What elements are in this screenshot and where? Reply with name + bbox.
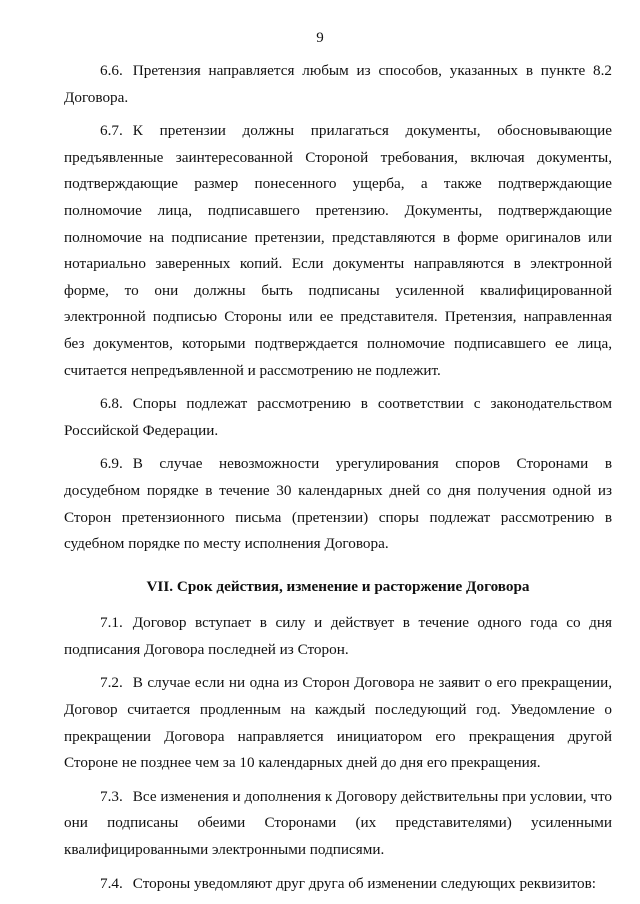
clause-7-1 xyxy=(64,610,612,663)
clause-number: 6.7. xyxy=(100,122,123,140)
clause-text: Споры подлежат рассмотрению в соответствии с законодательством Российской Федерации. xyxy=(64,395,612,439)
clause-text: Стороны уведомляют друг друга об изменении следующих реквизитов: xyxy=(132,874,597,892)
clause-7-2 xyxy=(64,670,612,776)
clause-6-7 xyxy=(64,118,612,384)
clause-number: 7.2. xyxy=(100,674,123,692)
clause-number: 6.9. xyxy=(100,455,123,473)
clause-number: 7.4. xyxy=(100,874,123,892)
clause-6-6 xyxy=(64,58,612,111)
clause-6-8 xyxy=(64,391,612,444)
clause-number: 6.6. xyxy=(100,62,123,79)
clause-number: 7.3. xyxy=(100,787,123,805)
clause-number: 7.1. xyxy=(100,614,123,632)
clause-text: В случае если ни одна из Сторон Договора не заявит о его прекращении, Договор считается продленным на каждый последующий год. Уведомление о прекращении Договора направляется инициатором его прекращения другой Стороне не позднее чем за 10 календарных дней до дня его прекращения. xyxy=(64,674,612,772)
section-heading: VII. Срок действия, изменение и расторжение Договора xyxy=(146,577,530,595)
clause-number: 6.8. xyxy=(100,395,123,413)
clause-text: Претензия направляется любым из способов, указанных в пункте 8.2 Договора. xyxy=(64,62,612,106)
clause-text: К претензии должны прилагаться документы, обосновывающие предъявленные заинтересованной Стороной требования, включая документы, подтверждающие размер понесенного ущерба, а также подтверждающие полномочие лица, подписавшего претензию. Документы, подтверждающие полномочие на подписание претензии, представляются в форме оригиналов или нотариально заверенных копий. Если документы направляются в электронной форме, то они должны быть подписаны усиленной квалифицированной электронной подписью Стороны или ее представителя. Претензия, направленная без документов, которыми подтверждается полномочие подписавшего ее лица, считается непредъявленной и рассмотрению не подлежит. xyxy=(64,122,612,379)
document-body xyxy=(64,58,612,904)
clause-text: В случае невозможности урегулирования споров Сторонами в досудебном порядке в течение 30 календарных дней со дня получения одной из Сторон претензионного письма (претензии) споры подлежат рассмотрению в судебном порядке по месту исполнения Договора. xyxy=(64,455,612,553)
clause-text: Все изменения и дополнения к Договору действительны при условии, что они подписаны обеими Сторонами (их представителями) усиленными квалифицированными электронными подписями. xyxy=(64,787,612,859)
clause-text: Договор вступает в силу и действует в течение одного года со дня подписания Договора последней из Сторон. xyxy=(64,614,612,658)
page-number: 9 xyxy=(316,30,324,46)
clause-6-9 xyxy=(64,451,612,557)
clause-7-4 xyxy=(64,871,612,898)
clause-7-3 xyxy=(64,784,612,864)
